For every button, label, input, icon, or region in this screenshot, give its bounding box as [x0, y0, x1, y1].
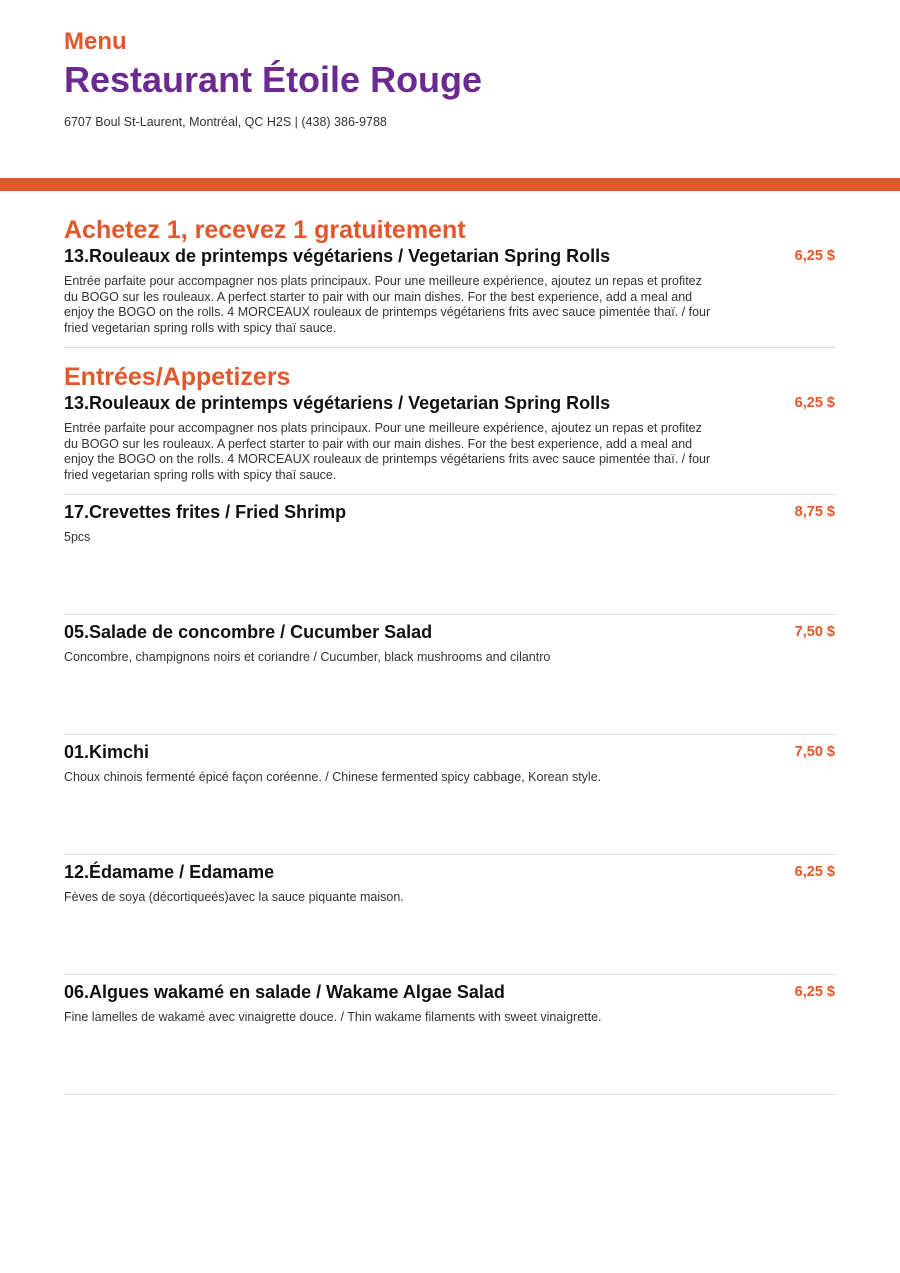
item-name: 01.Kimchi: [64, 742, 150, 762]
menu-item[interactable]: [64, 855, 836, 975]
item-description: Fine lamelles de wakamé avec vinaigrette douce. / Thin wakame filaments with sweet vinaigrette.: [64, 1010, 602, 1024]
item-description: 5pcs: [64, 530, 91, 544]
menu-content: [64, 215, 836, 1095]
section-title-appetizers: Entrées/Appetizers: [64, 363, 291, 391]
menu-item[interactable]: [64, 495, 836, 615]
item-description: Concombre, champignons noirs et coriandre / Cucumber, black mushrooms and cilantro: [64, 650, 551, 664]
restaurant-address: 6707 Boul St-Laurent, Montréal, QC H2S | (438) 386-9788: [64, 115, 387, 129]
menu-item[interactable]: [64, 392, 836, 495]
item-price: 6,25 $: [794, 864, 835, 880]
menu-item[interactable]: [64, 735, 836, 855]
item-name: 06.Algues wakamé en salade / Wakame Algae Salad: [64, 982, 505, 1002]
item-price: 6,25 $: [794, 248, 835, 264]
item-price: 6,25 $: [794, 395, 835, 411]
item-price: 6,25 $: [794, 984, 835, 1000]
menu-header: [64, 28, 844, 130]
item-name: 17.Crevettes frites / Fried Shrimp: [64, 502, 347, 522]
item-description: Entrée parfaite pour accompagner nos plats principaux. Pour une meilleure expérience, ajoutez un repas et profitez du BOGO sur les rouleaux. A perfect starter to pair with our main dishes. For the best experience, add a meal and enjoy the BOGO on the rolls. 4 MORCEAUX rouleaux de printemps végétariens frits avec sauce pimentée thaï. / four fried vegetarian spring rolls with spicy thaï sauce.: [64, 274, 711, 335]
item-name: 13.Rouleaux de printemps végétariens / Vegetarian Spring Rolls: [64, 393, 611, 413]
item-description: Fèves de soya (décortiqueés)avec la sauce piquante maison.: [64, 890, 404, 904]
item-name: 13.Rouleaux de printemps végétariens / Vegetarian Spring Rolls: [64, 246, 611, 266]
item-name: 05.Salade de concombre / Cucumber Salad: [64, 622, 433, 642]
accent-divider: [0, 178, 900, 191]
menu-item[interactable]: [64, 245, 836, 348]
restaurant-name: Restaurant Étoile Rouge: [64, 59, 483, 100]
menu-label: Menu: [64, 28, 127, 55]
item-price: 8,75 $: [794, 504, 835, 520]
item-price: 7,50 $: [794, 624, 835, 640]
item-description: Choux chinois fermenté épicé façon coréenne. / Chinese fermented spicy cabbage, Korean style.: [64, 770, 602, 784]
item-description: Entrée parfaite pour accompagner nos plats principaux. Pour une meilleure expérience, ajoutez un repas et profitez du BOGO sur les rouleaux. A perfect starter to pair with our main dishes. For the best experience, add a meal and enjoy the BOGO on the rolls. 4 MORCEAUX rouleaux de printemps végétariens frits avec sauce pimentée thaï. / four fried vegetarian spring rolls with spicy thaï sauce.: [64, 421, 711, 482]
menu-item[interactable]: [64, 975, 836, 1095]
menu-item[interactable]: [64, 615, 836, 735]
item-price: 7,50 $: [794, 744, 835, 760]
section-title-bogo: Achetez 1, recevez 1 gratuitement: [64, 216, 466, 244]
item-name: 12.Édamame / Edamame: [64, 862, 275, 882]
